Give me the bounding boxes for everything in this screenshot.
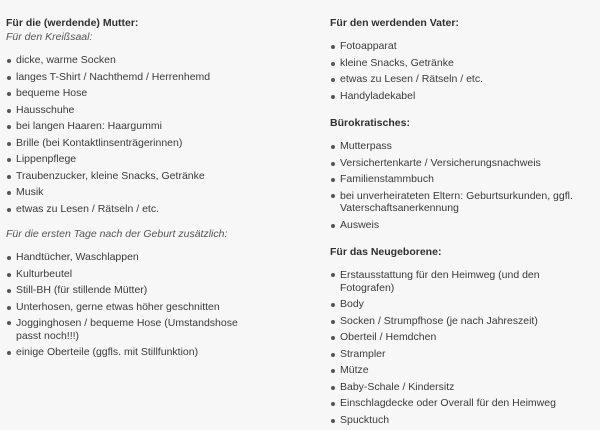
first-days-list [6,249,306,361]
first-days-subheading: Für die ersten Tage nach der Geburt zusätzlich: [6,228,228,240]
list-item: Strampler [330,346,592,363]
list-item: Ausweis [330,217,592,234]
father-column [330,16,592,428]
list-item: Familienstammbuch [330,171,592,188]
list-item: Unterhosen, gerne etwas höher geschnitten [6,299,306,316]
list-item: bei unverheirateten Eltern: Geburtsurkunden, ggfl. Vaterschaftsanerkennung [330,188,592,217]
list-item: Body [330,296,592,313]
list-item: kleine Snacks, Getränke [330,55,592,72]
list-item: Lippenpflege [6,151,306,168]
list-item: Hausschuhe [6,102,306,119]
bureaucracy-heading: Bürokratisches: [330,117,410,129]
list-item: Still-BH (für stillende Mütter) [6,282,306,299]
list-item: Mütze [330,362,592,379]
list-item: Traubenzucker, kleine Snacks, Getränke [6,168,306,185]
bureaucracy-list [330,138,592,233]
list-item: Spucktuch [330,412,592,429]
list-item: bequeme Hose [6,85,306,102]
list-item: Musik [6,184,306,201]
list-item: Handyladekabel [330,88,592,105]
newborn-list [330,267,592,428]
list-item: Kulturbeutel [6,266,306,283]
list-item: bei langen Haaren: Haargummi [6,118,306,135]
list-item: Oberteil / Hemdchen [330,329,592,346]
delivery-room-list [6,52,306,217]
list-item: langes T-Shirt / Nachthemd / Herrenhemd [6,69,306,86]
father-list [330,38,592,104]
list-item: Jogginghosen / bequeme Hose (Umstandshose passt noch!!!) [6,315,251,344]
list-item: Versichertenkarte / Versicherungsnachweis [330,155,592,172]
mother-column [6,16,306,361]
list-item: Erstausstattung für den Heimweg (und den Fotografen) [330,267,555,296]
list-item: dicke, warme Socken [6,52,306,69]
list-item: einige Oberteile (ggfls. mit Stillfunktion) [6,344,306,361]
mother-heading: Für die (werdende) Mutter: [6,17,139,29]
list-item: Fotoapparat [330,38,592,55]
list-item: Baby-Schale / Kindersitz [330,379,592,396]
list-item: Brille (bei Kontaktlinsenträgerinnen) [6,135,306,152]
delivery-room-subheading: Für den Kreißsaal: [6,31,93,43]
father-heading: Für den werdenden Vater: [330,17,459,29]
list-item: Einschlagdecke oder Overall für den Heimweg [330,395,592,412]
list-item: Socken / Strumpfhose (je nach Jahreszeit) [330,313,592,330]
list-item: etwas zu Lesen / Rätseln / etc. [6,201,306,218]
list-item: Mutterpass [330,138,592,155]
list-item: etwas zu Lesen / Rätseln / etc. [330,71,592,88]
list-item: Handtücher, Waschlappen [6,249,306,266]
newborn-heading: Für das Neugeborene: [330,246,442,258]
